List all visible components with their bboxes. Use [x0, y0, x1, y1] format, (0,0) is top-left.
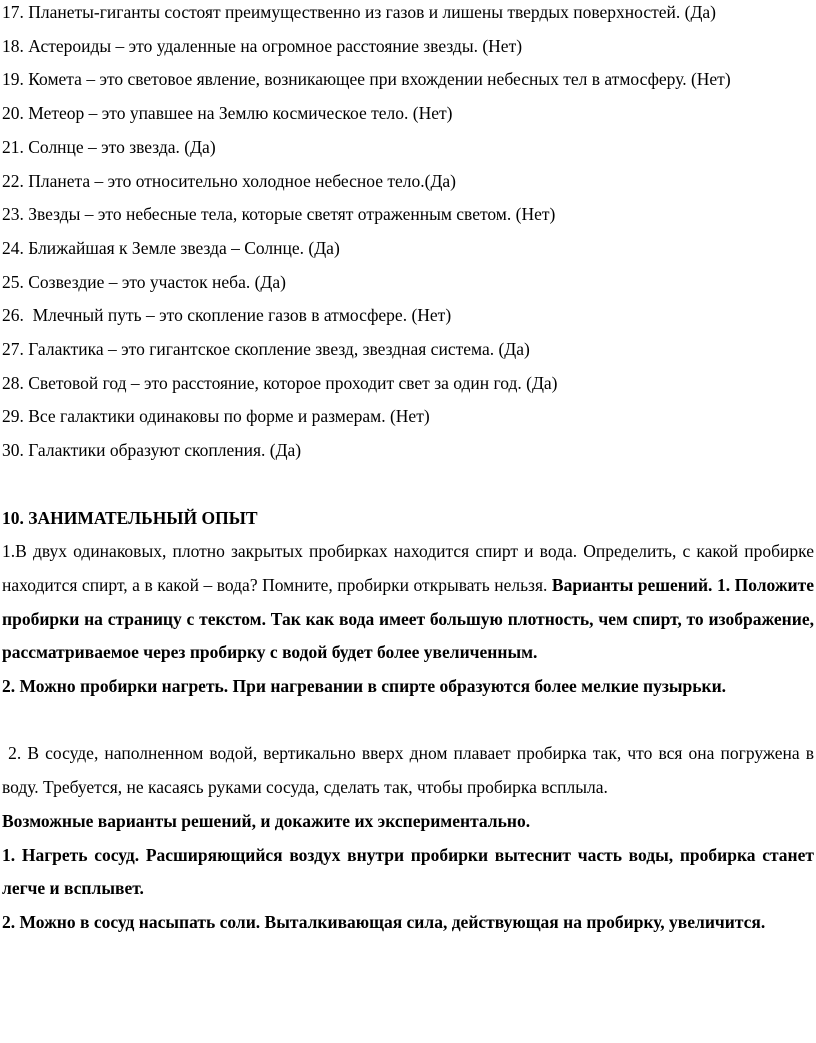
experiment1-intro: 1.В двух одинаковых, плотно закрытых пробирках находится спирт и вода. Определить, с какой пробирке находится спирт, а в какой – вода? Помните, пробирки открывать нельзя. [2, 541, 814, 595]
quiz-item-17: 17. Планеты-гиганты состоят преимущественно из газов и лишены твердых поверхностей. (Да) [2, 2, 716, 22]
quiz-item-22: 22. Планета – это относительно холодное небесное тело.(Да) [2, 170, 457, 191]
quiz-item-24: 24. Ближайшая к Земле звезда – Солнце. (Да) [2, 237, 340, 258]
quiz-item-20: 20. Метеор – это упавшее на Землю космическое тело. (Нет) [2, 103, 453, 124]
quiz-item-30: 30. Галактики образуют скопления. (Да) [2, 440, 302, 461]
experiment1-paragraph [2, 535, 814, 670]
experiment2-intro: 2. В сосуде, наполненном водой, вертикально вверх дном плавает пробирка так, что вся она погружена в воду. Требуется, не касаясь руками сосуда, сделать так, чтобы пробирка всплыла. [2, 743, 814, 798]
quiz-item-27: 27. Галактика – это гигантское скопление звезд, звездная система. (Да) [2, 339, 530, 360]
experiment2-solution1: 1. Нагреть сосуд. Расширяющийся воздух внутри пробирки вытеснит часть воды, пробирка станет легче и всплывет. [2, 844, 814, 899]
experiment1-solution2: 2. Можно пробирки нагреть. При нагревании в спирте образуются более мелкие пузырьки. [2, 676, 727, 697]
section-heading: 10. ЗАНИМАТЕЛЬНЫЙ ОПЫТ [2, 507, 258, 528]
experiment2-solution2: 2. Можно в сосуд насыпать соли. Выталкивающая сила, действующая на пробирку, увеличится. [2, 911, 766, 932]
quiz-item-19: 19. Комета – это световое явление, возникающее при вхождении небесных тел в атмосферу. (Нет) [2, 69, 731, 90]
quiz-item-23: 23. Звезды – это небесные тела, которые светят отраженным светом. (Нет) [2, 204, 556, 225]
quiz-item-26: 26. Млечный путь – это скопление газов в атмосфере. (Нет) [2, 305, 452, 326]
experiment1-variants: Варианты решений. 1. Положите пробирки на страницу с текстом. Так как вода имеет большую плотность, чем спирт, то изображение, рассматриваемое через пробирку с водой будет более увеличенным. [2, 574, 814, 663]
blank-line [2, 468, 814, 502]
experiment2-prompt: Возможные варианты решений, и докажите их экспериментально. [2, 810, 531, 831]
quiz-item-18: 18. Астероиды – это удаленные на огромное расстояние звезды. (Нет) [2, 35, 523, 56]
quiz-item-21: 21. Солнце – это звезда. (Да) [2, 136, 216, 157]
quiz-item-25: 25. Созвездие – это участок неба. (Да) [2, 271, 286, 292]
blank-line [2, 704, 814, 738]
quiz-list [2, 0, 814, 468]
quiz-item-29: 29. Все галактики одинаковы по форме и размерам. (Нет) [2, 406, 430, 427]
quiz-item-28: 28. Световой год – это расстояние, которое проходит свет за один год. (Да) [2, 372, 558, 393]
